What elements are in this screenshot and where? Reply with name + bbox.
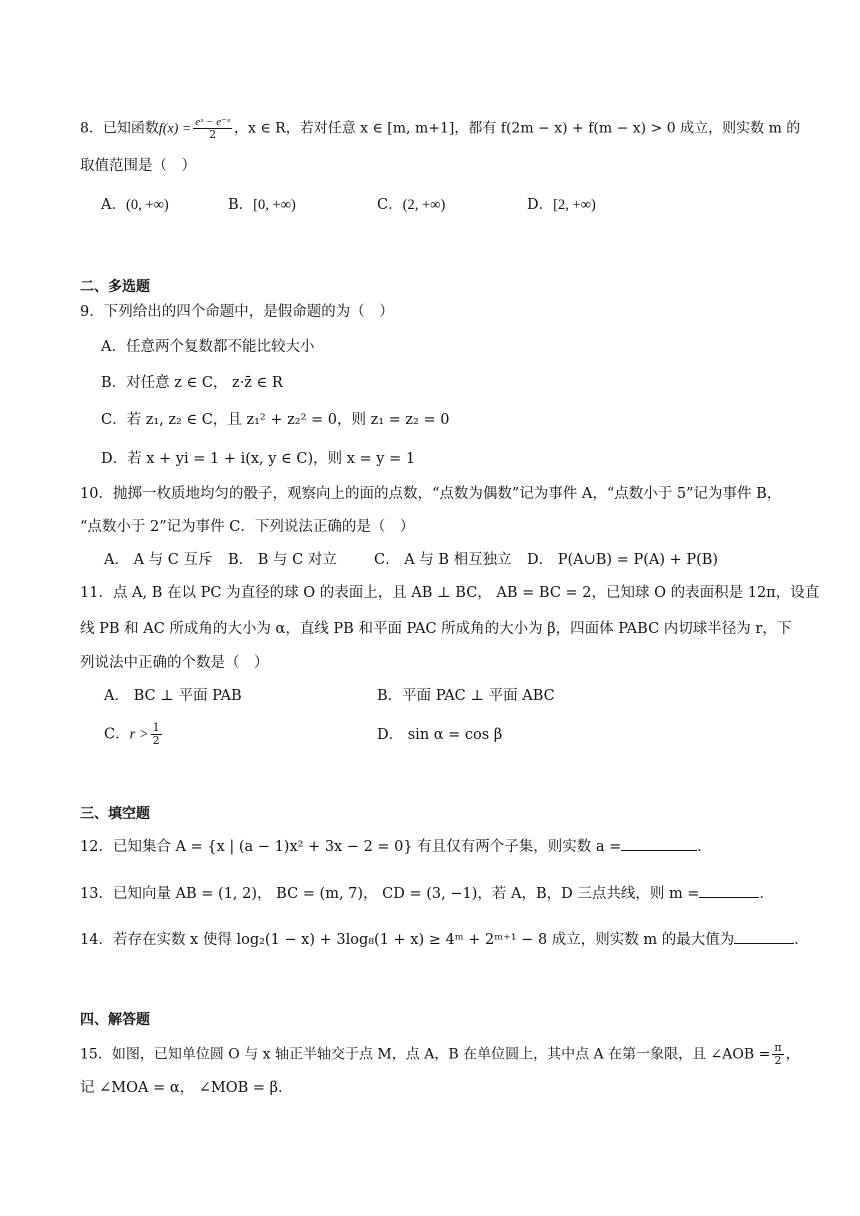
q10-stem-line2: “点数小于 2”记为事件 C．下列说法正确的是（ ） xyxy=(80,519,415,535)
section-heading-fill-in: 三、填空题 xyxy=(80,806,150,822)
q11-option-a: A． BC ⊥ 平面 PAB xyxy=(104,688,242,704)
q15-stem-line2: 记 ∠MOA = α， ∠MOB = β． xyxy=(80,1080,293,1096)
q8-fraction xyxy=(193,116,232,141)
q8-option-a-value: (0, +∞) xyxy=(125,197,169,213)
q8-option-c xyxy=(377,194,445,216)
q10-option-d: D． P(A∪B) = P(A) + P(B) xyxy=(527,552,719,568)
q11-frac-den: 2 xyxy=(152,734,160,747)
q13-text: 13．已知向量 AB = (1, 2)， BC = (m, 7)， CD = (3, −1)，若 A，B，D 三点共线，则 m = xyxy=(80,886,700,902)
q8-option-b xyxy=(228,194,296,216)
q9-option-d: D．若 x + yi = 1 + i(x, y ∈ C)，则 x = y = 1 xyxy=(101,451,416,467)
section-heading-multi-choice: 二、多选题 xyxy=(80,279,150,295)
q12-text: 12．已知集合 A = {x | (a − 1)x² + 3x − 2 = 0} 有且仅有两个子集，则实数 a = xyxy=(80,839,622,855)
q9-option-b: B．对任意 z ∈ C， z·z̄ ∈ R xyxy=(101,375,283,391)
q8-option-a xyxy=(101,194,169,216)
q11-option-c-label: C． xyxy=(104,726,130,743)
q15-frac-den: 2 xyxy=(774,1054,782,1067)
q12-line xyxy=(80,836,790,858)
q8-mid: ，x ∈ R，若对任意 x ∈ [m, m+1]，都有 f(2m − x) + f(m − x) > 0 成立，则实数 m 的 xyxy=(234,120,801,137)
q14-period: ． xyxy=(794,932,809,948)
q8-option-b-label: B． xyxy=(228,197,254,213)
q8-prefix: 8．已知函数 xyxy=(80,120,159,137)
q8-option-d-value: [2, +∞) xyxy=(553,197,596,213)
q8-option-a-label: A． xyxy=(101,197,126,213)
q9-stem: 9．下列给出的四个命题中，是假命题的为（ ） xyxy=(80,304,394,320)
q8-stem-line1 xyxy=(80,116,801,141)
q9-option-a: A．任意两个复数都不能比较大小 xyxy=(101,339,315,355)
q15-frac-num: π xyxy=(774,1041,782,1054)
q14-text: 14．若存在实数 x 使得 log₂(1 − x) + 3log₈(1 + x) ≥ 4ᵐ + 2ᵐ⁺¹ − 8 成立，则实数 m 的最大值为 xyxy=(80,932,735,948)
q10-option-c: C． A 与 B 相互独立 xyxy=(374,552,512,568)
q8-option-b-value: [0, +∞) xyxy=(253,197,296,213)
q11-option-c-fraction xyxy=(151,722,162,747)
q8-option-d xyxy=(527,194,596,216)
q10-option-a: A． A 与 C 互斥 xyxy=(104,552,213,568)
q8-stem-line2: 取值范围是（ ） xyxy=(80,158,196,174)
q15-stem-line1 xyxy=(80,1041,800,1067)
q15-comma: ， xyxy=(785,1046,800,1063)
q9-option-c: C．若 z₁, z₂ ∈ C，且 z₁² + z₂² = 0，则 z₁ = z₂ = 0 xyxy=(101,412,450,428)
q8-frac-den: 2 xyxy=(209,128,217,141)
q10-stem-line1: 10．抛掷一枚质地均匀的骰子，观察向上的面的点数，“点数为偶数”记为事件 A，“点数小于 5”记为事件 B， xyxy=(80,486,782,502)
q14-line xyxy=(80,929,809,951)
q11-stem-line2: 线 PB 和 AC 所成角的大小为 α，直线 PB 和平面 PAC 所成角的大小为 β，四面体 PABC 内切球半径为 r，下 xyxy=(80,621,792,637)
q11-stem-line3: 列说法中正确的个数是（ ） xyxy=(80,655,269,671)
q15-text: 15．如图，已知单位圆 O 与 x 轴正半轴交于点 M，点 A，B 在单位圆上，其中点 A 在第一象限，且 ∠AOB = xyxy=(80,1046,771,1063)
q12-answer-blank[interactable] xyxy=(621,836,697,851)
q8-option-c-label: C． xyxy=(377,197,403,213)
q15-fraction xyxy=(772,1042,783,1067)
q8-option-d-label: D． xyxy=(527,197,554,213)
q11-stem-line1: 11．点 A, B 在以 PC 为直径的球 O 的表面上，且 AB ⊥ BC， AB = BC = 2，已知球 O 的表面积是 12π，设直 xyxy=(80,585,820,601)
q13-line xyxy=(80,883,790,905)
q11-option-d: D． sin α = cos β xyxy=(377,727,503,743)
q13-answer-blank[interactable] xyxy=(699,883,759,898)
q11-option-c-math: r > xyxy=(129,726,149,743)
q11-option-b: B．平面 PAC ⊥ 平面 ABC xyxy=(377,688,555,704)
q12-period: ． xyxy=(697,839,712,855)
q8-frac-num: eˣ − e⁻ˣ xyxy=(195,116,230,128)
q14-answer-blank[interactable] xyxy=(734,929,794,944)
q11-frac-num: 1 xyxy=(152,721,160,734)
q13-period: ． xyxy=(759,886,774,902)
section-heading-solve: 四、解答题 xyxy=(80,1012,150,1028)
q8-func: f(x) = xyxy=(158,121,192,137)
q11-option-c xyxy=(104,722,164,747)
q8-option-c-value: (2, +∞) xyxy=(402,197,446,213)
q10-option-b: B． B 与 C 对立 xyxy=(228,552,337,568)
